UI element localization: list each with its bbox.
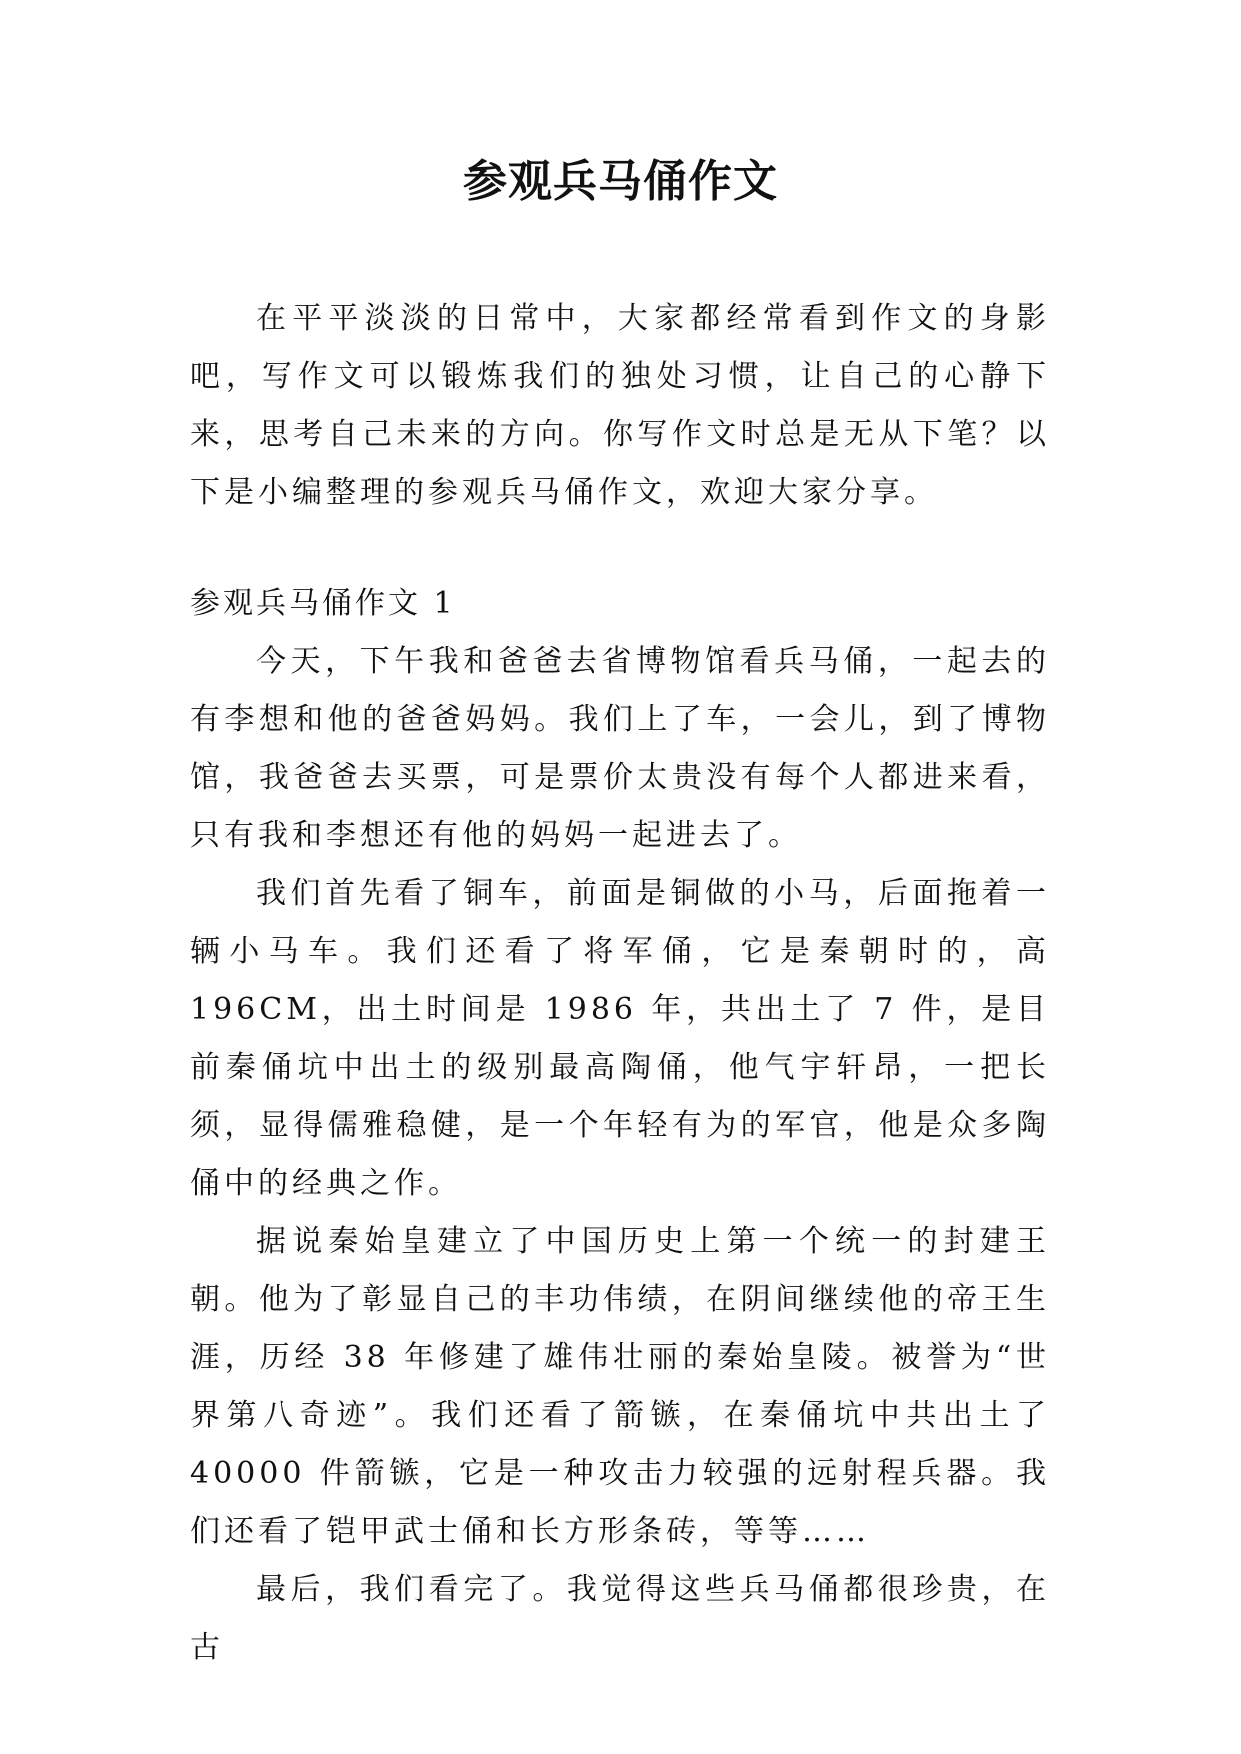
- section-heading: 参观兵马俑作文 1: [190, 586, 456, 621]
- essay-paragraph-1: 今天，下午我和爸爸去省博物馆看兵马俑，一起去的有李想和他的爸爸妈妈。我们上了车，一会儿，到了博物馆，我爸爸去买票，可是票价太贵没有每个人都进来看，只有我和李想还有他的妈妈一起进去了。: [190, 644, 1050, 853]
- intro-paragraph: 在平平淡淡的日常中，大家都经常看到作文的身影吧，写作文可以锻炼我们的独处习惯，让自己的心静下来，思考自己未来的方向。你写作文时总是无从下笔？以下是小编整理的参观兵马俑作文，欢迎大家分享。: [190, 301, 1050, 510]
- document-title: 参观兵马俑作文: [463, 156, 778, 207]
- essay-paragraph-2: 我们首先看了铜车，前面是铜做的小马，后面拖着一辆小马车。我们还看了将军俑，它是秦朝时的，高 196CM，出土时间是 1986 年，共出土了 7 件，是目前秦俑坑中出土的级别最高陶俑，他气宇轩昂，一把长须，显得儒雅稳健，是一个年轻有为的军官，他是众多陶俑中的经典之作。: [190, 876, 1050, 1201]
- essay-section: [190, 575, 1050, 1677]
- essay-paragraph-3: 据说秦始皇建立了中国历史上第一个统一的封建王朝。他为了彰显自己的丰功伟绩，在阴间继续他的帝王生涯，历经 38 年修建了雄伟壮丽的秦始皇陵。被誉为“世界第八奇迹”。我们还看了箭镞，在秦俑坑中共出土了 40000 件箭镞，它是一种攻击力较强的远射程兵器。我们还看了铠甲武士俑和长方形条砖，等等……: [190, 1224, 1050, 1549]
- essay-paragraph-4: 最后，我们看完了。我觉得这些兵马俑都很珍贵，在古: [190, 1572, 1050, 1665]
